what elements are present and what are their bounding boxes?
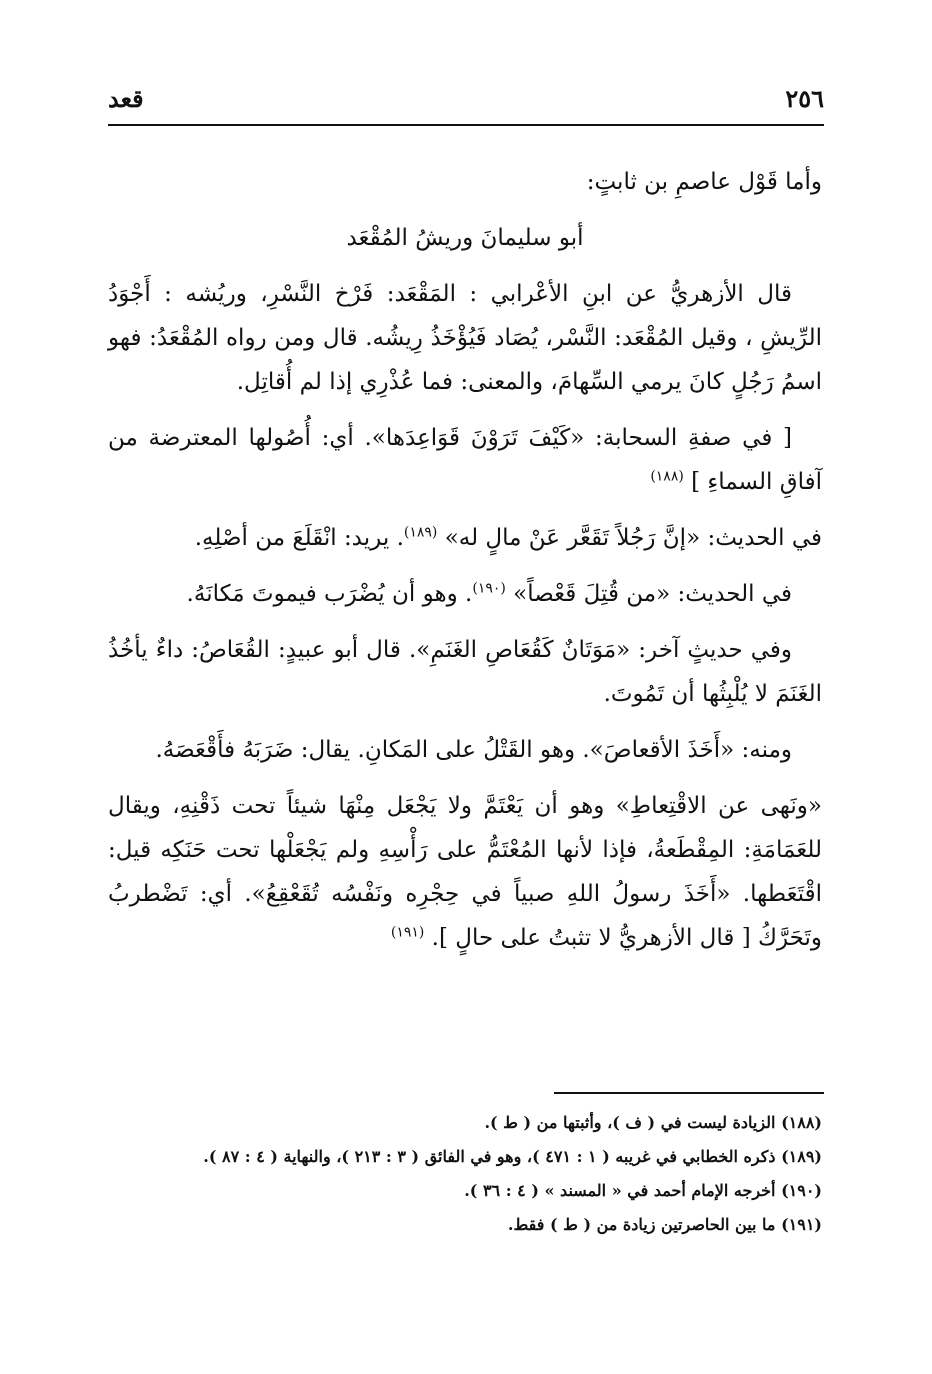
entry-paragraph bbox=[108, 416, 822, 504]
entry-paragraph: وفي حديثٍ آخر: «مَوَتَانٌ كَقُعَاصِ الغَنَمِ». قال أبو عبيدٍ: القُعَاصُ: داءٌ يأخُذُ الغَنَمَ لا يُلْبِثُها أن تَمُوتَ. bbox=[108, 637, 822, 707]
paragraph-text: في الحديث: «من قُتِلَ قَعْصاً» bbox=[513, 581, 792, 607]
footnotes bbox=[108, 1106, 822, 1242]
page-header bbox=[108, 78, 824, 118]
root-word-heading: قعد bbox=[108, 83, 144, 113]
entry-paragraph: قال الأزهريُّ عن ابنِ الأعْرابي : المَقْعَد: فَرْخ النَّسْرِ، وريُشه : أَجْوَدُ الرِّيشِ ، وقيل المُقْعَد: النَّسْر، يُصَاد فَيُؤْخَذُ رِيشُه. قال ومن رواه المُقْعَدُ: فهو اسمُ رَجُلٍ كانَ يرمي السِّهامَ، والمعنى: فما عُذْرِي إذا لم أُقاتِل. bbox=[108, 281, 822, 395]
paragraph-text: «ونَهى عن الاقْتِعاطِ» وهو أن يَعْتَمَّ ولا يَجْعَل مِنْهَا شيئاً تحت ذَقْنِهِ، ويقال للعَمَامَةِ: المِقْطَعةُ، فإذا لأنها المُعْتَمُّ على رَأْسِهِ ولم يَجْعَلْها تحت حَنَكِه قيل: اقْتَعَطها. «أَخَذَ رسولُ اللهِ صبياً في حِجْرِه ونَفْسُه تُقَعْقِعُ». أي: تَضْطربُ وتَحَرَّكُ [ قال الأزهريُّ لا تثبتُ على حالٍ ]. bbox=[108, 793, 822, 951]
page-number: ٢٥٦ bbox=[785, 83, 824, 113]
footnote-ref: (١٩٠) bbox=[472, 580, 506, 597]
footnote: (١٩١) ما بين الحاصرتين زيادة من ( ط ) فقط. bbox=[507, 1215, 822, 1234]
footnote: (١٨٩) ذكره الخطابي في غريبه ( ١ : ٤٧١ )، وهو في الفائق ( ٣ : ٢١٣ )، والنهاية ( ٤ : ٨٧ ). bbox=[203, 1147, 822, 1166]
entry-paragraph bbox=[108, 784, 822, 960]
footnote-ref: (١٩١) bbox=[390, 924, 425, 941]
entry-paragraph bbox=[108, 516, 822, 560]
entry-paragraph: ومنه: «أَخَذَ الأقعاصَ». وهو القَتْلُ على المَكانِ. يقال: ضَرَبَهُ فأَقْعَصَهُ. bbox=[155, 737, 792, 763]
header-rule bbox=[108, 124, 824, 126]
footnote-ref: (١٨٨) bbox=[650, 468, 684, 485]
footnote: (١٨٨) الزيادة ليست في ( ف )، وأثبتها من ( ط ). bbox=[484, 1113, 822, 1132]
entry-paragraph bbox=[108, 572, 822, 616]
paragraph-text: . وهو أن يُضْرَب فيموتَ مَكانَهُ. bbox=[186, 581, 473, 607]
footnote: (١٩٠) أخرجه الإمام أحمد في « المسند » ( ٤ : ٣٦ ). bbox=[464, 1181, 822, 1200]
paragraph-text: [ في صفةِ السحابة: «كَيْفَ تَرَوْنَ قَوَاعِدَها». أي: أُصُولها المعترضة من آفاقِ السماءِ ] bbox=[108, 425, 822, 495]
poetry-verse: أبو سليمانَ وريشُ المُقْعَد bbox=[346, 225, 584, 251]
paragraph-text: . يريد: انْقَلَعَ من أصْلِهِ. bbox=[194, 525, 404, 551]
footnote-ref: (١٨٩) bbox=[403, 524, 438, 541]
main-text bbox=[108, 160, 822, 972]
paragraph-text: في الحديث: «إنَّ رَجُلاً تَقَعَّر عَنْ مالٍ له» bbox=[444, 525, 822, 551]
footnote-rule bbox=[554, 1092, 824, 1094]
entry-intro: وأما قَوْل عاصمِ بن ثابتٍ: bbox=[586, 169, 822, 195]
